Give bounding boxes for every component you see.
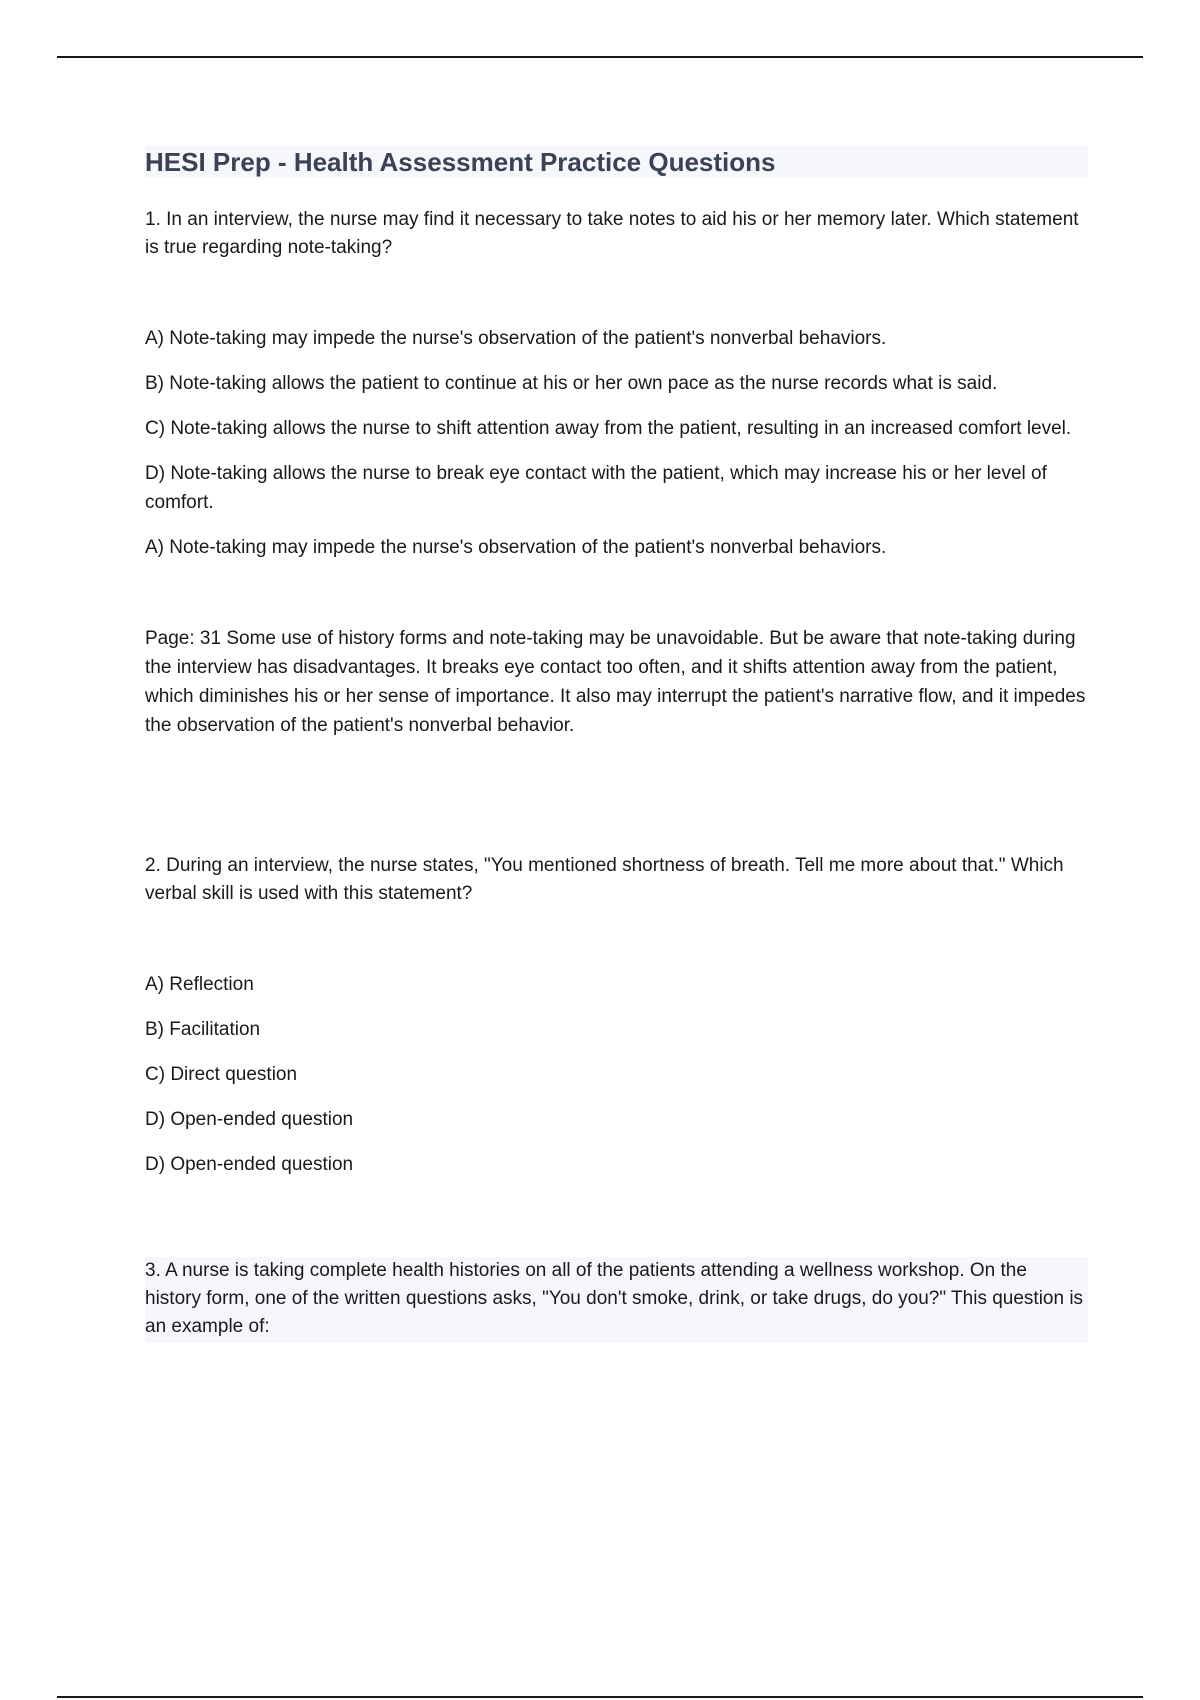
page-title: HESI Prep - Health Assessment Practice Questions bbox=[145, 146, 1088, 178]
question-1-option-c: C) Note-taking allows the nurse to shift attention away from the patient, resulting in an increased comfort level. bbox=[145, 418, 1072, 439]
question-2-option-b: B) Facilitation bbox=[145, 1019, 261, 1040]
question-1 bbox=[145, 206, 1088, 740]
question-1-option-d: D) Note-taking allows the nurse to break eye contact with the patient, which may increase his or her level of comfort. bbox=[145, 463, 1047, 513]
question-2-option-a: A) Reflection bbox=[145, 974, 254, 995]
question-1-option-b: B) Note-taking allows the patient to continue at his or her own pace as the nurse records what is said. bbox=[145, 373, 998, 394]
question-2-options bbox=[145, 970, 1088, 1134]
question-1-rationale: Page: 31 Some use of history forms and note-taking may be unavoidable. But be aware that note-taking during the interview has disadvantages. It breaks eye contact too often, and it shifts attention away from the patient, which diminishes his or her sense of importance. It also may interrupt the patient's narrative flow, and it impedes the observation of the patient's nonverbal behavior. bbox=[145, 628, 1086, 736]
question-2-option-d: D) Open-ended question bbox=[145, 1109, 354, 1130]
bottom-rule bbox=[57, 1696, 1143, 1698]
document-body bbox=[145, 146, 1088, 1343]
question-3 bbox=[145, 1257, 1088, 1343]
question-2-text: 2. During an interview, the nurse states, "You mentioned shortness of breath. Tell me more about that." Which verbal skill is used with this statement? bbox=[145, 855, 1064, 904]
question-3-text: 3. A nurse is taking complete health histories on all of the patients attending a wellness workshop. On the history form, one of the written questions asks, "You don't smoke, drink, or take drugs, do you?" This question is an example of: bbox=[145, 1260, 1084, 1337]
question-2-answer: D) Open-ended question bbox=[145, 1154, 354, 1175]
question-1-text: 1. In an interview, the nurse may find it necessary to take notes to aid his or her memory later. Which statement is true regarding note-taking? bbox=[145, 209, 1079, 258]
question-1-answer: A) Note-taking may impede the nurse's observation of the patient's nonverbal behaviors. bbox=[145, 537, 887, 558]
question-2-option-c: C) Direct question bbox=[145, 1064, 298, 1085]
question-1-option-a: A) Note-taking may impede the nurse's observation of the patient's nonverbal behaviors. bbox=[145, 328, 887, 349]
top-rule bbox=[57, 56, 1143, 58]
question-2 bbox=[145, 852, 1088, 1179]
question-1-options bbox=[145, 324, 1088, 517]
